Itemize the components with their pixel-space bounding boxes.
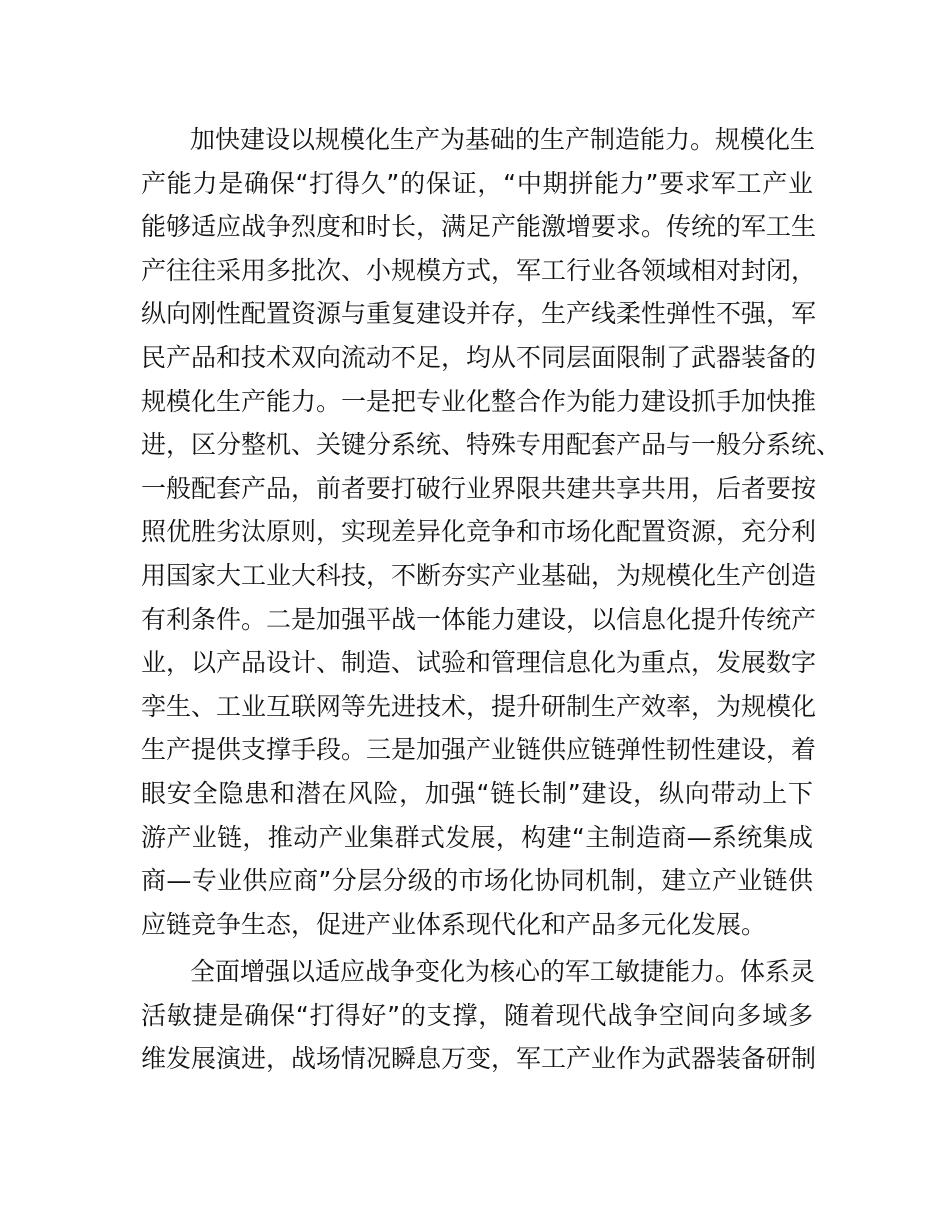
text-line: 业，以产品设计、制造、试验和管理信息化为重点，发展数字 (141, 648, 817, 678)
text-line: 活敏捷是确保“打得好”的支撑，随着现代战争空间向多域多 (141, 1000, 813, 1030)
text-line: 孪生、工业互联网等先进技术，提升研制生产效率，为规模化 (141, 691, 817, 721)
paragraph-agility-capacity (141, 950, 817, 1081)
text-line: 产往往采用多批次、小规模方式，军工行业各领域相对封闭， (141, 255, 817, 285)
text-line: 全面增强以适应战争变化为核心的军工敏捷能力。体系灵 (190, 957, 816, 987)
text-line: 进，区分整机、关键分系统、特殊专用配套产品与一般分系统、 (141, 430, 842, 460)
text-line: 纵向刚性配置资源与重复建设并存，生产线柔性弹性不强，军 (141, 299, 817, 329)
text-line: 用国家大工业大科技，不断夯实产业基础，为规模化生产创造 (141, 560, 817, 590)
text-line: 一般配套产品，前者要打破行业界限共建共享共用，后者要按 (141, 473, 817, 503)
text-line: 有利条件。二是加强平战一体能力建设，以信息化提升传统产 (141, 604, 817, 634)
text-line: 规模化生产能力。一是把专业化整合作为能力建设抓手加快推 (141, 386, 817, 416)
text-line: 民产品和技术双向流动不足，均从不同层面限制了武器装备的 (141, 342, 817, 372)
text-line: 加快建设以规模化生产为基础的生产制造能力。规模化生 (190, 125, 816, 154)
document-body (141, 118, 842, 1081)
text-line: 应链竞争生态，促进产业体系现代化和产品多元化发展。 (141, 909, 767, 939)
text-line: 眼安全隐患和潜在风险，加强“链长制”建设，纵向带动上下 (141, 778, 813, 808)
text-line: 生产提供支撑手段。三是加强产业链供应链弹性韧性建设，着 (141, 735, 817, 765)
text-line: 能够适应战争烈度和时长，满足产能激增要求。传统的军工生 (141, 212, 817, 242)
text-line: 游产业链，推动产业集群式发展，构建“主制造商—系统集成 (141, 822, 813, 852)
text-line: 照优胜劣汰原则，实现差异化竞争和市场化配置资源，充分利 (141, 517, 817, 547)
text-line: 产能力是确保“打得久”的保证，“中期拼能力”要求军工产业 (141, 168, 813, 198)
text-line: 维发展演进，战场情况瞬息万变，军工产业作为武器装备研制 (141, 1044, 817, 1074)
paragraph-production-capacity (141, 118, 842, 946)
text-line: 商—专业供应商”分层分级的市场化协同机制，建立产业链供 (141, 866, 813, 896)
